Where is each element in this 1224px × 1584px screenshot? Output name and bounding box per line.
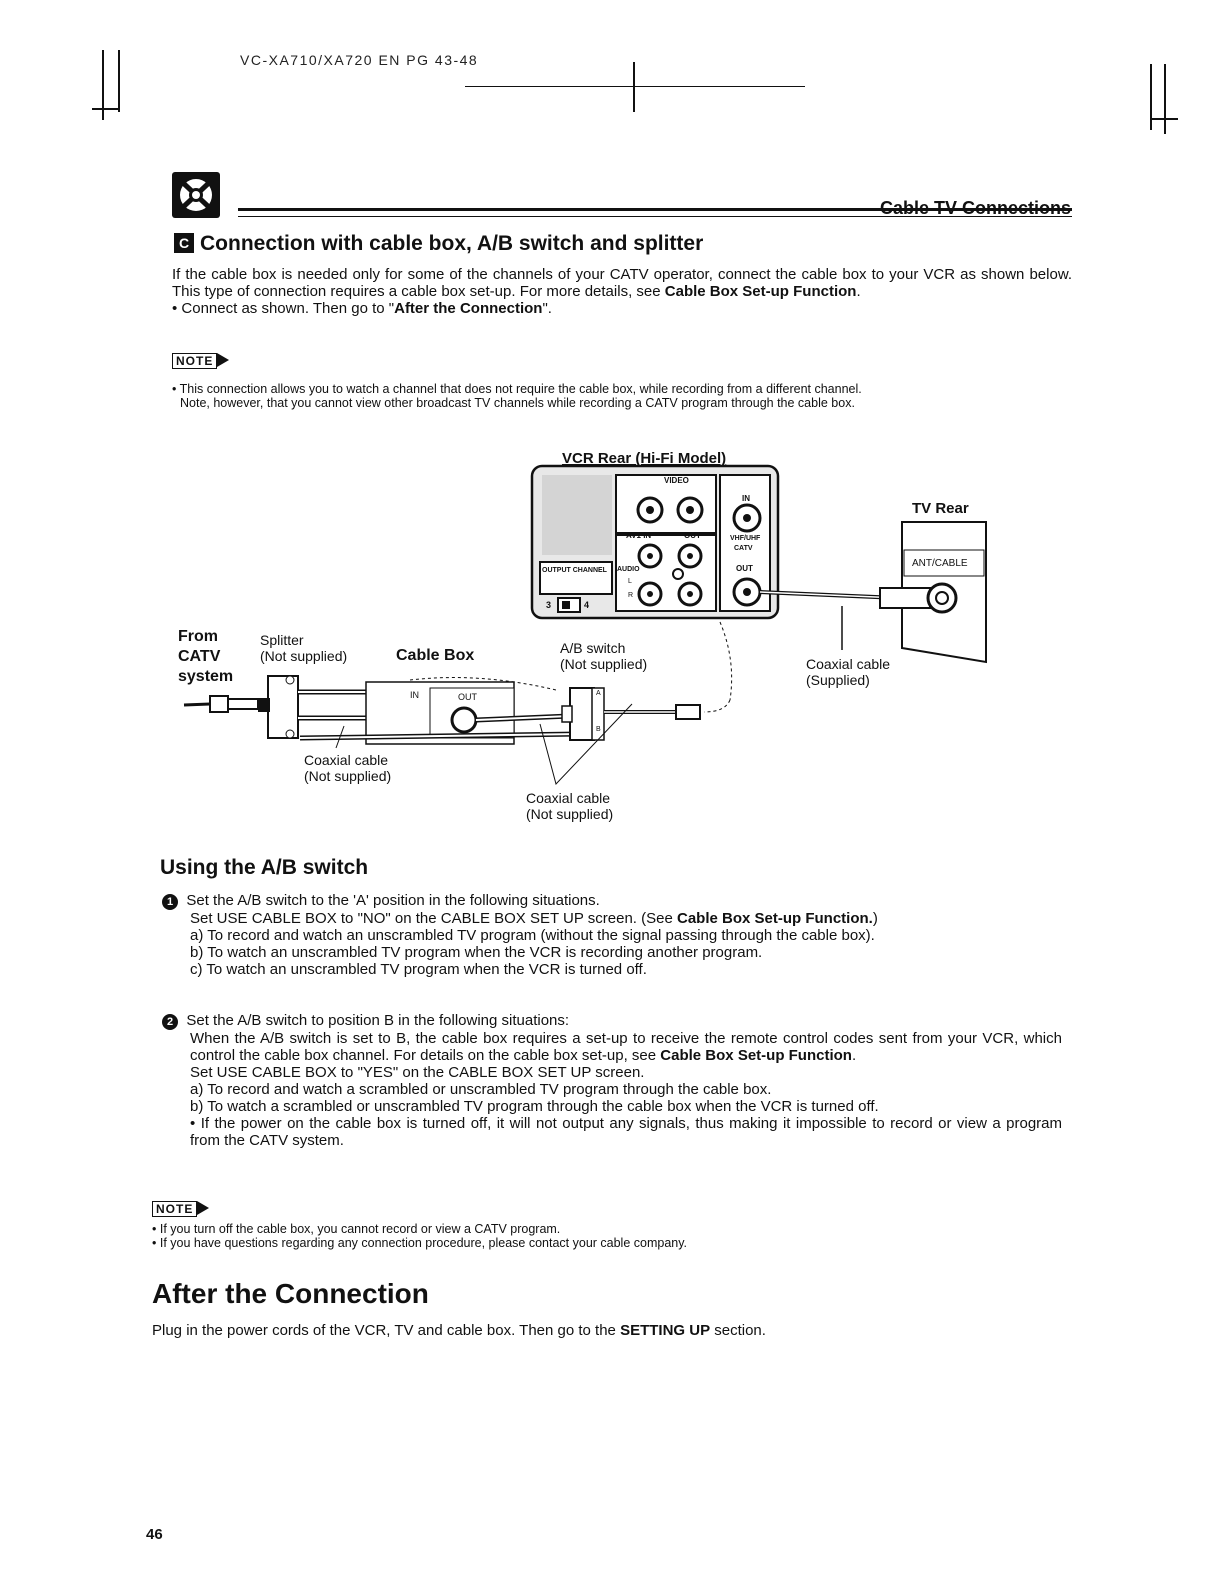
vcr-in-label: IN (742, 494, 750, 503)
vcr-l-label: L (628, 578, 632, 585)
ab-switch-line-1: A/B switch (560, 640, 626, 656)
note-line-2: Note, however, that you cannot view other broadcast TV channels while recording a CATV program through the cable box. (180, 396, 855, 410)
splitter-label (260, 632, 347, 664)
step-1-number: 1 (162, 894, 178, 910)
coax-supplied-line-2: (Supplied) (806, 672, 870, 688)
coax-ns2-line-2: (Not supplied) (526, 806, 614, 822)
subsection-badge: C (174, 233, 194, 253)
vcr-av-in-label: AV1 IN (626, 531, 652, 540)
step-1-item-b: b) To watch an unscrambled TV program when the VCR is recording another program. (190, 944, 763, 961)
cable-box-label: Cable Box (396, 647, 475, 664)
after-bold-ref: SETTING UP (620, 1322, 711, 1339)
vcr-catv-label: CATV (734, 545, 753, 552)
step-2-item-b: b) To watch a scrambled or unscrambled TV program through the cable box when the VCR is turned off. (190, 1098, 879, 1115)
vcr-video-label: VIDEO (664, 476, 689, 485)
from-catv-line-3: system (178, 668, 234, 685)
note-2-label (152, 1200, 209, 1218)
vcr-out2-label: OUT (736, 564, 753, 573)
vcr-r-label: R (628, 592, 634, 599)
coax-ns2-line-1: Coaxial cable (526, 790, 611, 806)
ab-a-label: A (596, 690, 601, 697)
note-line-1: • This connection allows you to watch a channel that does not require the cable box, while recording from a different channel. (172, 382, 862, 396)
section-label: Cable TV Connections (879, 198, 1071, 218)
step-2-bullet: • If the power on the cable box is turned off, it will not output any signals, thus making it impossible to record or view a program from the CATV system. (190, 1115, 1062, 1149)
coax-not-supplied-label-2 (526, 790, 613, 822)
step-1-line-1: Set the A/B switch to the 'A' position in the following situations. (186, 892, 600, 909)
vcr-vhf-uhf-label: VHF/UHF (730, 535, 761, 542)
ab-b-label: B (596, 726, 601, 733)
vcr-audio-label: AUDIO (617, 566, 640, 573)
splitter-line-1: Splitter (260, 632, 304, 648)
step-2-line-1: Set the A/B switch to position B in the following situations: (186, 1012, 570, 1029)
from-catv-line-2: CATV (178, 648, 221, 665)
tv-ant-cable-label: ANT/CABLE (912, 558, 968, 569)
coax-ns1-line-2: (Not supplied) (304, 768, 392, 784)
after-connection-text (152, 1322, 1052, 1339)
step-1-line-2-end: ) (872, 910, 878, 927)
splitter-line-2: (Not supplied) (260, 648, 348, 664)
ab-section-title: Using the A/B switch (160, 856, 369, 879)
note-2-tag: NOTE (152, 1201, 197, 1217)
step-1-item-c: c) To watch an unscrambled TV program when the VCR is turned off. (190, 961, 647, 978)
note-2-line-2: • If you have questions regarding any connection procedure, please contact your cable company. (152, 1236, 688, 1250)
tv-rear-label: TV Rear (912, 500, 969, 517)
vcr-ch3-label: 3 (546, 600, 552, 610)
coax-supplied-line-1: Coaxial cable (806, 656, 891, 672)
page-number: 46 (146, 1526, 163, 1543)
ab-switch-line-2: (Not supplied) (560, 656, 648, 672)
intro-bold-ref: Cable Box Set-up Function (664, 283, 857, 300)
after-text: Plug in the power cords of the VCR, TV and cable box. Then go to the (152, 1322, 621, 1339)
coax-supplied-label (806, 656, 890, 688)
note-2-arrow-icon (197, 1201, 209, 1215)
document-code: VC-XA710/XA720 EN PG 43-48 (240, 52, 479, 68)
vcr-ch4-label: 4 (584, 600, 590, 610)
step-2-line-3: Set USE CABLE BOX to "YES" on the CABLE BOX SET UP screen. (190, 1064, 645, 1081)
intro-bullet-bold: After the Connection (394, 300, 543, 317)
step-1-line-2: Set USE CABLE BOX to "NO" on the CABLE BOX SET UP screen. (See (190, 910, 677, 927)
intro-text: If the cable box is needed only for some of the channels of your CATV operator, connect the cable box to your VCR as shown below. This type of connection requires a cable box set-up. For more details, see (172, 266, 1072, 300)
vcr-output-channel-label: OUTPUT CHANNEL (542, 567, 607, 574)
step-2-bold-ref: Cable Box Set-up Function (660, 1047, 852, 1064)
ab-step-1 (162, 892, 1062, 978)
intro-text-end: . (856, 283, 861, 300)
step-2-item-a: a) To record and watch a scrambled or unscrambled TV program through the cable box. (190, 1081, 772, 1098)
coax-ns1-line-1: Coaxial cable (304, 752, 389, 768)
cable-box-out-label: OUT (458, 692, 477, 702)
note-2-text (152, 1222, 1052, 1250)
ab-switch-label (560, 640, 647, 672)
vcr-out-label: OUT (684, 531, 701, 540)
after-connection-title: After the Connection (152, 1278, 429, 1309)
note-tag: NOTE (172, 353, 217, 369)
step-1-item-a: a) To record and watch an unscrambled TV program (without the signal passing through the cable box). (190, 927, 875, 944)
step-2-line-2-end: . (851, 1047, 857, 1064)
from-catv-label (178, 627, 233, 687)
step-2-line-2: When the A/B switch is set to B, the cable box requires a set-up to receive the remote control codes sent from your VCR, which control the cable box channel. For details on the cable box set-up, see (190, 1030, 1062, 1064)
from-catv-line-1: From (178, 628, 218, 645)
ab-step-2 (162, 1012, 1062, 1149)
intro-bullet: • Connect as shown. Then go to " (172, 300, 395, 317)
step-1-bold-ref: Cable Box Set-up Function. (676, 910, 873, 927)
cable-box-in-label: IN (410, 690, 419, 700)
after-text-end: section. (710, 1322, 766, 1339)
subsection-title-text: Connection with cable box, A/B switch and splitter (200, 232, 704, 255)
step-2-number: 2 (162, 1014, 178, 1030)
coax-not-supplied-label-1 (304, 752, 391, 784)
vcr-rear-label: VCR Rear (Hi-Fi Model) (562, 450, 727, 467)
intro-bullet-end: ". (542, 300, 552, 317)
note-2-line-1: • If you turn off the cable box, you cannot record or view a CATV program. (152, 1222, 561, 1236)
